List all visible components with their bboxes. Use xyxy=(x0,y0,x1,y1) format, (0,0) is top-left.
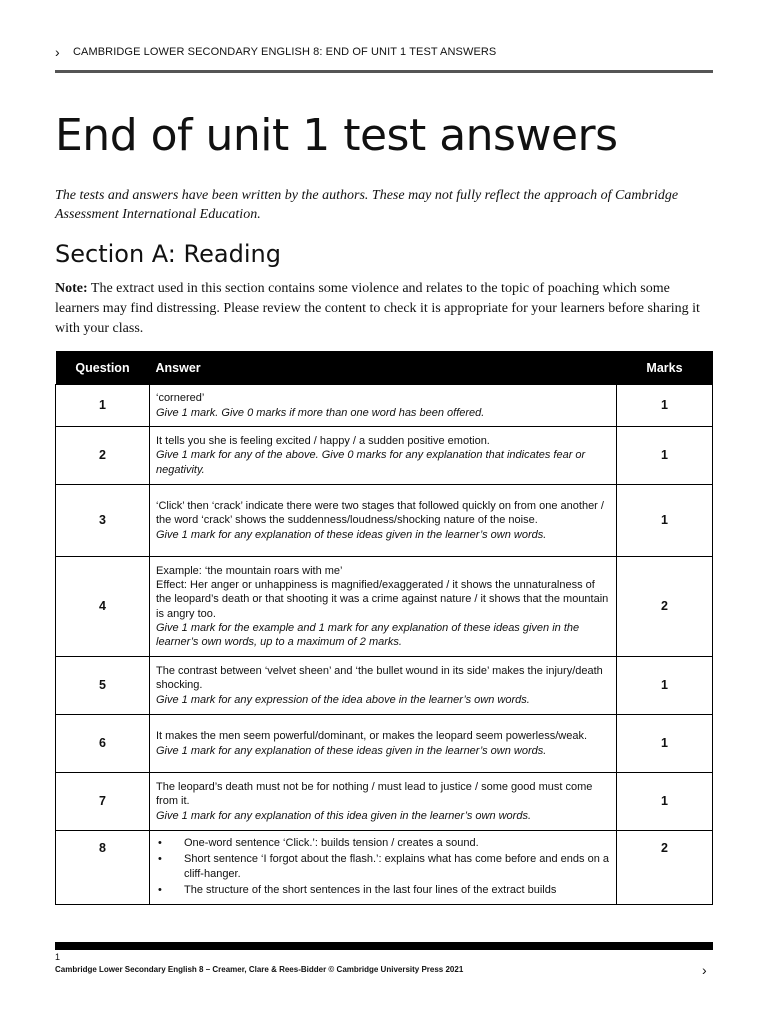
table-row xyxy=(56,385,713,427)
question-number: 8 xyxy=(56,831,150,905)
list-item: • One-word sentence ‘Click.’: builds tension / creates a sound. xyxy=(156,836,610,850)
question-number: 6 xyxy=(56,715,150,773)
footer-credit: Cambridge Lower Secondary English 8 – Creamer, Clare & Rees-Bidder © Cambridge University Press 2021 xyxy=(55,965,464,974)
column-header-question: Question xyxy=(56,351,150,385)
answer-cell xyxy=(150,657,617,715)
marks-cell: 1 xyxy=(617,715,713,773)
column-header-answer: Answer xyxy=(150,351,617,385)
table-header-row xyxy=(56,351,713,385)
answer-text: The contrast between ‘velvet sheen’ and ‘the bullet wound in its side’ makes the injury/death shocking. xyxy=(156,665,603,692)
answer-bullet-list xyxy=(156,836,610,897)
answer-text: It makes the men seem powerful/dominant, or makes the leopard seem powerless/weak. xyxy=(156,730,588,743)
answer-text: ‘Click’ then ‘crack’ indicate there were two stages that followed quickly on from one another / the word ‘crack’ shows the suddenness/loudness/shocking nature of the noise. xyxy=(156,500,604,527)
question-number: 2 xyxy=(56,427,150,485)
running-header-text: CAMBRIDGE LOWER SECONDARY ENGLISH 8: END OF UNIT 1 TEST ANSWERS xyxy=(73,46,497,58)
marking-guidance: Give 1 mark for any explanation of these ideas given in the learner’s own words. xyxy=(156,744,547,757)
table-row xyxy=(56,485,713,557)
table-row xyxy=(56,773,713,831)
marking-guidance: Give 1 mark for the example and 1 mark for any explanation of these ideas given in the learner’s own words, up to a maximum of 2 marks. xyxy=(156,621,580,649)
list-item: • The structure of the short sentences in the last four lines of the extract builds xyxy=(156,883,610,897)
column-header-marks: Marks xyxy=(617,351,713,385)
answer-cell xyxy=(150,427,617,485)
question-number: 7 xyxy=(56,773,150,831)
page-title: End of unit 1 test answers xyxy=(55,110,618,161)
note-text: The extract used in this section contains some violence and relates to the topic of poaching which some learners may find distressing. Please review the content to check it is appropriate for your learners before sharing it with your class. xyxy=(55,281,700,336)
marks-cell: 1 xyxy=(617,485,713,557)
marks-cell: 1 xyxy=(617,385,713,427)
footer-divider xyxy=(55,942,713,950)
chevron-right-icon: › xyxy=(55,44,60,60)
header-divider xyxy=(55,70,713,73)
table-row xyxy=(56,657,713,715)
table-body xyxy=(56,385,713,905)
answer-cell xyxy=(150,715,617,773)
marks-cell: 2 xyxy=(617,831,713,905)
table-row xyxy=(56,427,713,485)
marks-cell: 2 xyxy=(617,557,713,657)
answer-text: The leopard’s death must not be for nothing / must lead to justice / some good must come from it. xyxy=(156,781,593,808)
table-row xyxy=(56,715,713,773)
question-number: 5 xyxy=(56,657,150,715)
page-number: 1 xyxy=(55,952,61,962)
question-number: 1 xyxy=(56,385,150,427)
table-row xyxy=(56,557,713,657)
answer-cell xyxy=(150,485,617,557)
marks-cell: 1 xyxy=(617,773,713,831)
marking-guidance: Give 1 mark for any explanation of these ideas given in the learner’s own words. xyxy=(156,528,547,541)
answer-cell xyxy=(150,557,617,657)
section-title: Section A: Reading xyxy=(55,240,281,268)
answers-table xyxy=(55,351,713,905)
chevron-right-icon: › xyxy=(702,962,707,978)
note-paragraph xyxy=(55,279,715,339)
answer-cell xyxy=(150,831,617,905)
marking-guidance: Give 1 mark. Give 0 marks if more than one word has been offered. xyxy=(156,406,485,419)
marks-cell: 1 xyxy=(617,657,713,715)
answer-cell xyxy=(150,385,617,427)
list-item: • Short sentence ‘I forgot about the flash.’: explains what has come before and ends on a cliff-hanger. xyxy=(156,852,610,881)
marking-guidance: Give 1 mark for any expression of the idea above in the learner’s own words. xyxy=(156,693,530,706)
intro-paragraph: The tests and answers have been written by the authors. These may not fully reflect the approach of Cambridge Assessment International Education. xyxy=(55,188,679,222)
question-number: 3 xyxy=(56,485,150,557)
answer-cell xyxy=(150,773,617,831)
answer-text: It tells you she is feeling excited / happy / a sudden positive emotion. xyxy=(156,435,490,448)
answer-text: ‘cornered’ xyxy=(156,392,205,405)
marks-cell: 1 xyxy=(617,427,713,485)
marking-guidance: Give 1 mark for any explanation of this idea given in the learner’s own words. xyxy=(156,809,532,822)
marking-guidance: Give 1 mark for any of the above. Give 0 marks for any explanation that indicates fear or negativity. xyxy=(156,449,586,476)
answer-text: Example: ‘the mountain roars with me’ xyxy=(156,564,343,577)
answer-text: Effect: Her anger or unhappiness is magnified/exaggerated / it shows the unnaturalness of the leopard’s death or that shooting it was a crime against nature / it shows that the mountain is angry too. xyxy=(156,578,609,620)
question-number: 4 xyxy=(56,557,150,657)
note-label: Note: xyxy=(55,281,88,296)
table-row xyxy=(56,831,713,905)
